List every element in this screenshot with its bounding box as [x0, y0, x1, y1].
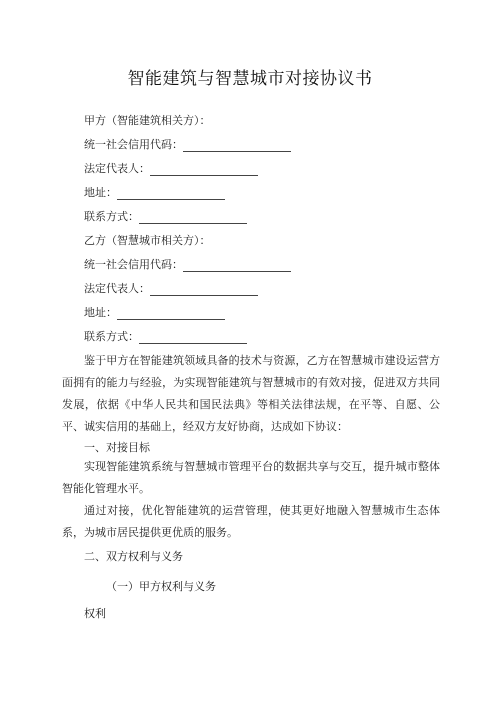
party-b-contact-blank[interactable]: [139, 332, 247, 344]
party-a-legal-rep-row: [84, 162, 258, 176]
party-b-credit-code-blank[interactable]: [183, 260, 291, 272]
section-1-paragraph-1: 实现智能建筑系统与智慧城市管理平台的数据共享与交互，提升城市整体智能化管理水平。: [62, 460, 440, 495]
party-b-legal-rep-blank[interactable]: [150, 284, 258, 296]
section-2-item-rights: 权利: [84, 607, 106, 620]
party-b-contact-row: [84, 330, 247, 344]
party-b-address-row: [84, 306, 225, 320]
party-a-address-label: 地址：: [84, 186, 117, 199]
party-b-address-blank[interactable]: [117, 308, 225, 320]
document-title: 智能建筑与智慧城市对接协议书: [127, 69, 373, 89]
party-a-credit-code-row: [84, 138, 291, 152]
section-1-heading: 一、对接目标: [84, 441, 150, 454]
preamble-paragraph: 鉴于甲方在智能建筑领域具备的技术与资源，乙方在智慧城市建设运营方面拥有的能力与经验，为实现智能建筑与智慧城市的有效对接，促进双方共同发展，依据《中华人民共和国民法典》等相关法律法规，在平等、自愿、公平、诚实信用的基础上，经双方友好协商，达成如下协议：: [62, 354, 440, 433]
party-b-credit-code-label: 统一社会信用代码：: [84, 258, 183, 271]
party-a-legal-rep-blank[interactable]: [150, 164, 258, 176]
party-a-contact-blank[interactable]: [139, 212, 247, 224]
section-1-paragraph-2: 通过对接，优化智能建筑的运营管理，使其更好地融入智慧城市生态体系，为城市居民提供更优质的服务。: [62, 504, 440, 539]
party-b-legal-rep-label: 法定代表人：: [84, 282, 150, 295]
section-2-subheading: （一）甲方权利与义务: [106, 580, 216, 593]
party-a-address-blank[interactable]: [117, 188, 225, 200]
party-b-heading: 乙方（智慧城市相关方）：: [84, 234, 211, 247]
party-a-legal-rep-label: 法定代表人：: [84, 162, 150, 175]
party-a-heading: 甲方（智能建筑相关方）：: [84, 114, 211, 127]
party-b-credit-code-row: [84, 258, 291, 272]
party-a-contact-label: 联系方式：: [84, 210, 139, 223]
party-a-credit-code-label: 统一社会信用代码：: [84, 138, 183, 151]
party-b-address-label: 地址：: [84, 306, 117, 319]
party-a-address-row: [84, 186, 225, 200]
party-b-legal-rep-row: [84, 282, 258, 296]
party-b-contact-label: 联系方式：: [84, 330, 139, 343]
party-a-credit-code-blank[interactable]: [183, 140, 291, 152]
section-2-heading: 二、双方权利与义务: [84, 550, 183, 563]
party-a-contact-row: [84, 210, 247, 224]
